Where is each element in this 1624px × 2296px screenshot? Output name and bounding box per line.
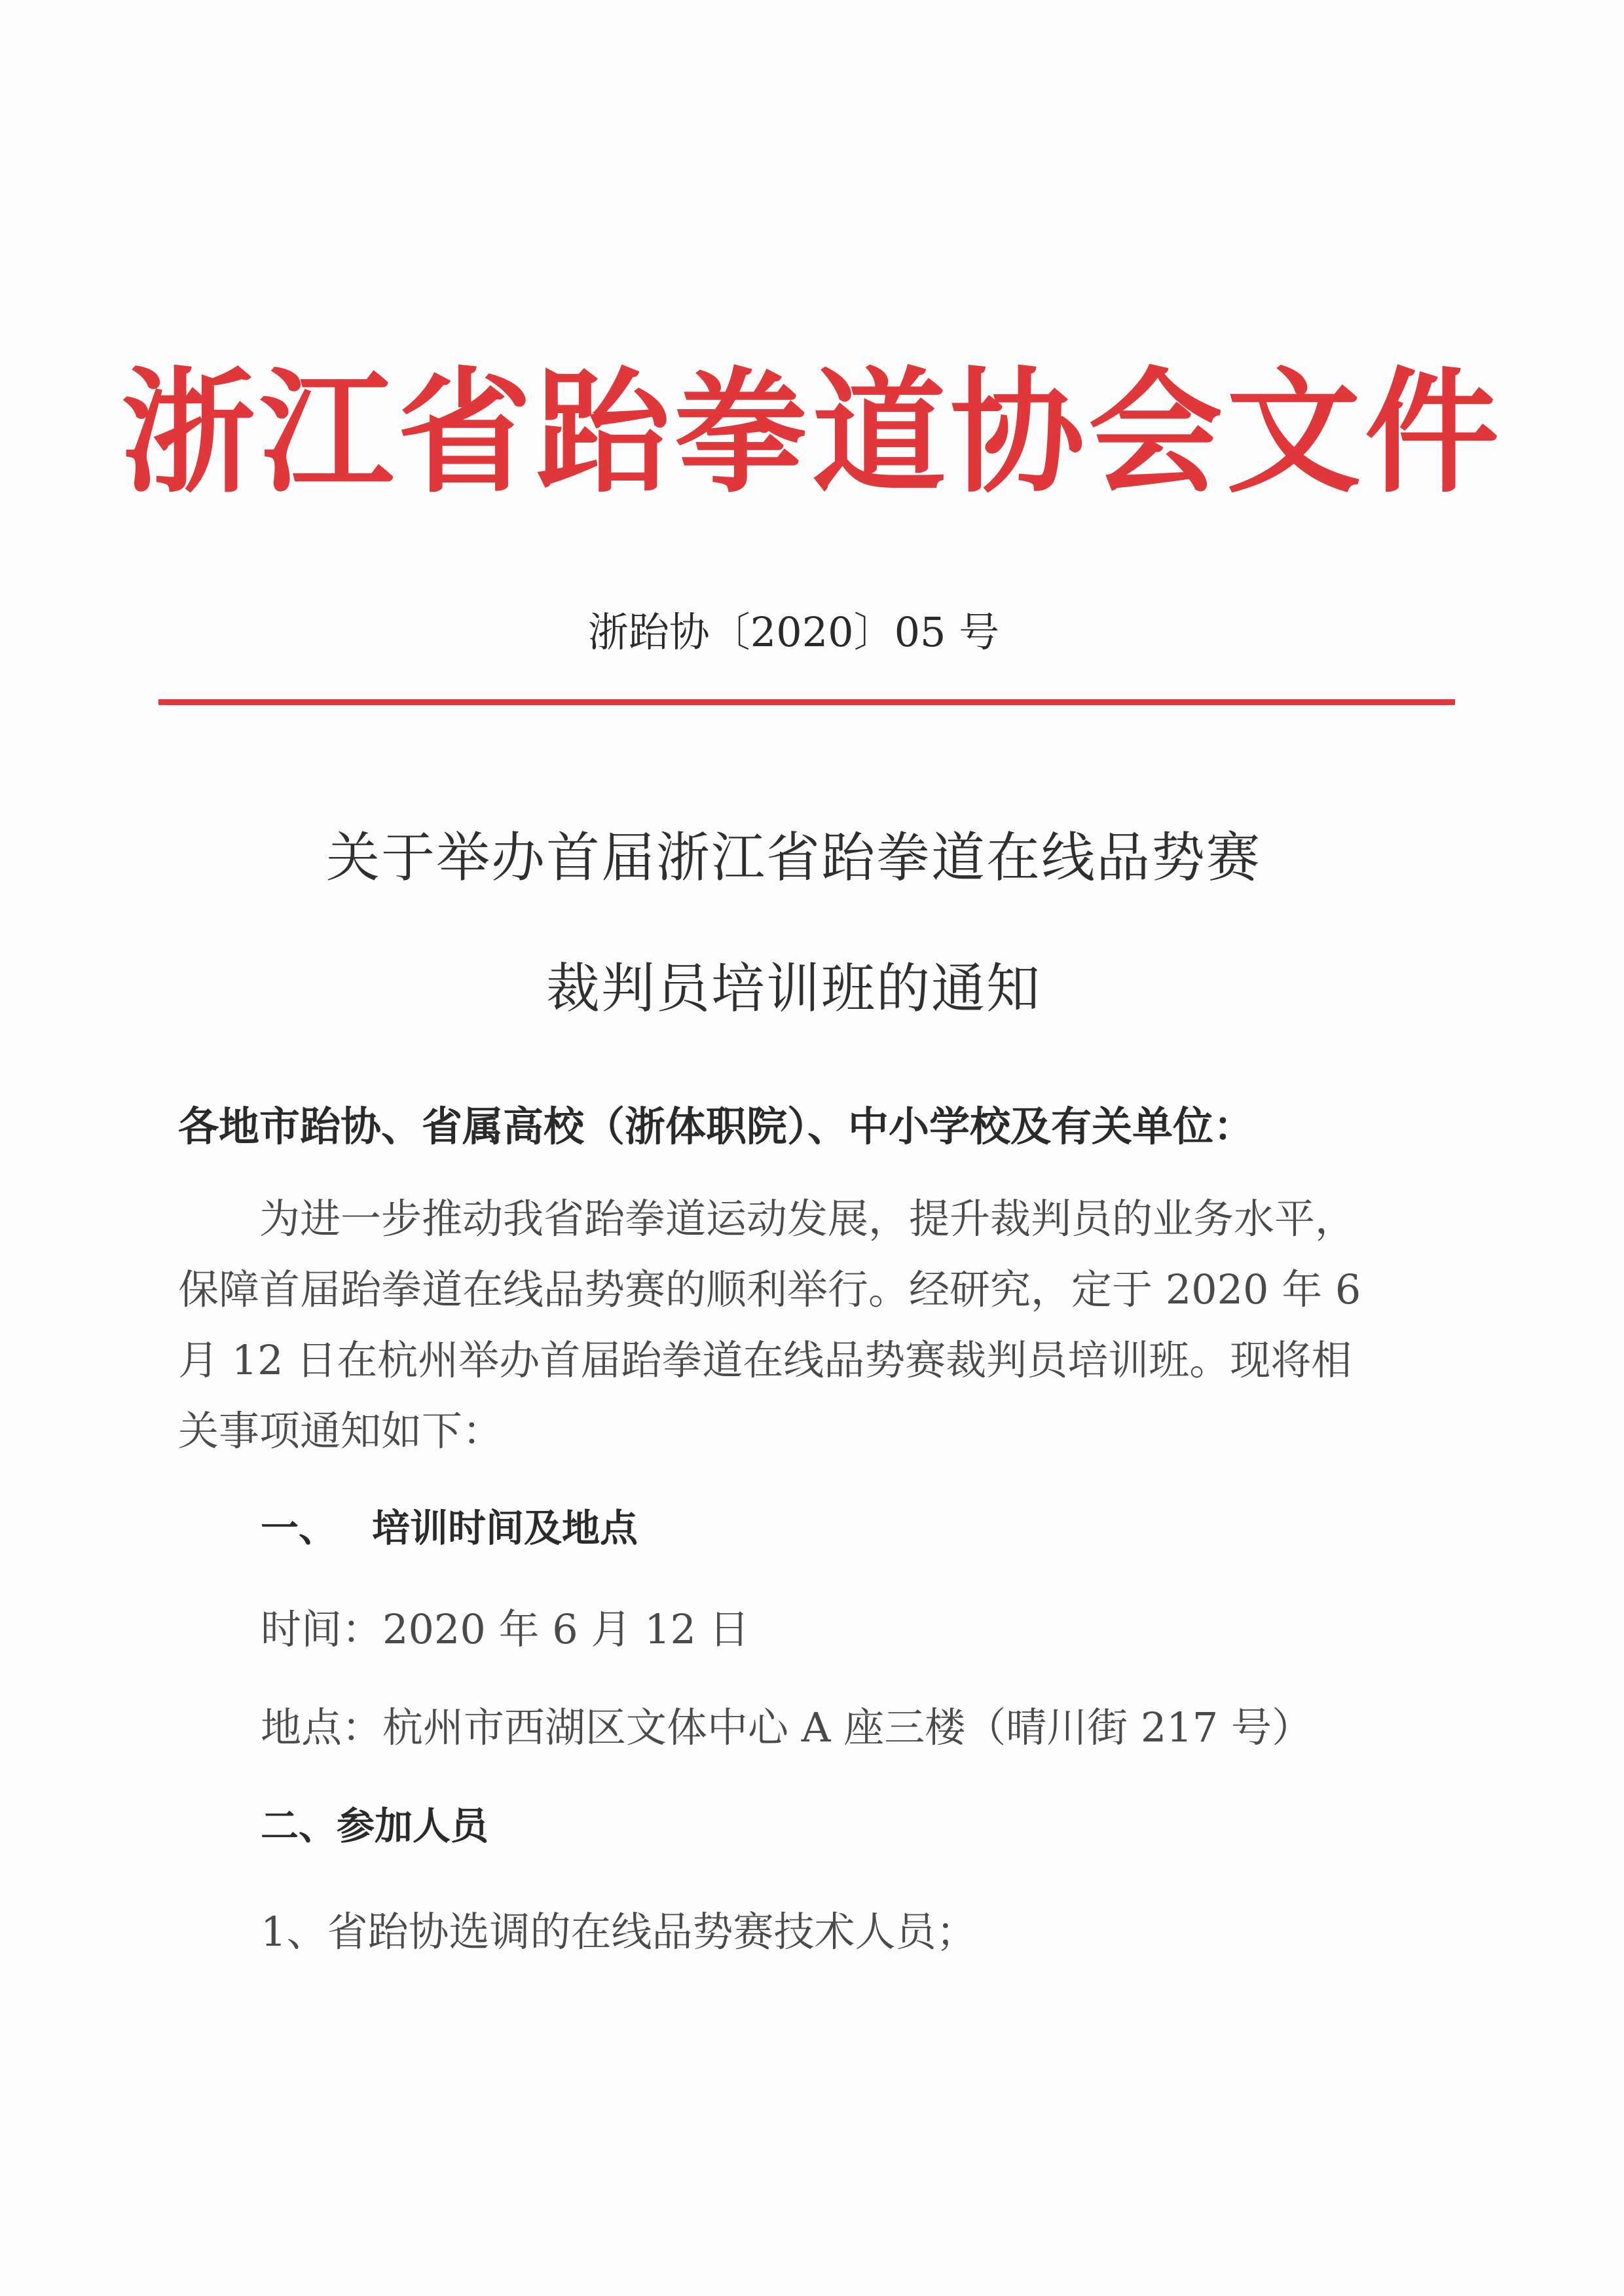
intro-line: 关事项通知如下：: [178, 1407, 504, 1455]
intro-line: 月 12 日在杭州举办首届跆拳道在线品势赛裁判员培训班。现将相: [178, 1336, 1352, 1384]
participants-item-1: 1、省跆协选调的在线品势赛技术人员；: [261, 1908, 977, 1956]
section-1-number: 一、: [261, 1506, 337, 1550]
section-1-title: 培训时间及地点: [372, 1506, 638, 1550]
training-time: 时间：2020 年 6 月 12 日: [261, 1605, 750, 1653]
salutation: 各地市跆协、省属高校（浙体职院）、中小学校及有关单位：: [178, 1102, 1255, 1150]
intro-line: 为进一步推动我省跆拳道运动发展，提升裁判员的业务水平，: [259, 1195, 1356, 1243]
intro-line: 保障首届跆拳道在线品势赛的顺利举行。经研究，定于 2020 年 6: [178, 1266, 1361, 1313]
document-masthead: 浙江省跆拳道协会文件: [121, 355, 1503, 511]
notice-title-line-1: 关于举办首届浙江省跆拳道在线品势赛: [325, 827, 1261, 889]
notice-title-line-2: 裁判员培训班的通知: [545, 958, 1041, 1020]
document-number: 浙跆协〔2020〕05 号: [587, 608, 1000, 656]
masthead-divider: [158, 699, 1455, 705]
section-2-heading: 二、参加人员: [261, 1804, 489, 1848]
section-1-heading: [261, 1506, 638, 1550]
intro-paragraph: [178, 1184, 1416, 1467]
training-place: 地点：杭州市西湖区文体中心 A 座三楼（晴川街 217 号）: [261, 1704, 1312, 1751]
